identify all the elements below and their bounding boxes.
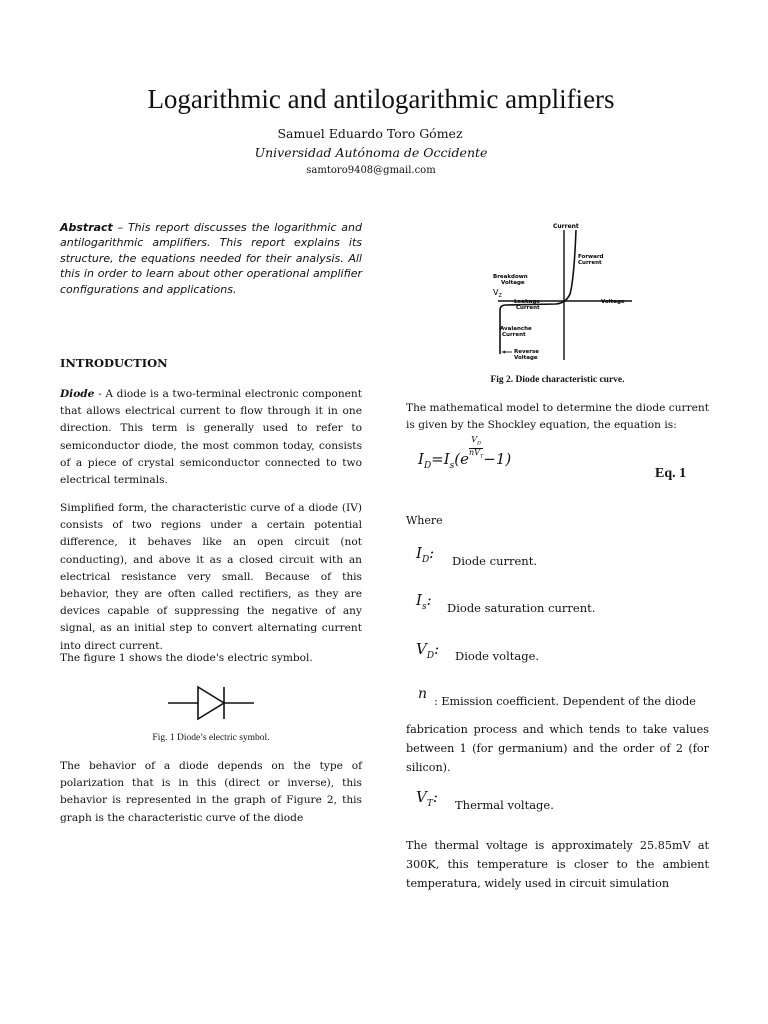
diode-iv-graph (490, 222, 640, 367)
diode-definition: - A diode is a two-terminal electronic component that allows electrical current to flow through it in one direction. This term is generally used to refer to semiconductor diode, the most common today, consists of a piece of crystal semiconductor connected to two electrical terminals. (60, 388, 362, 487)
figure2-caption: Fig 2. Diode characteristic curve. (490, 375, 625, 385)
diode-symbol-figure (168, 684, 254, 722)
graph-label-vz (493, 288, 502, 299)
graph-label-voltage: Voltage (601, 299, 625, 305)
graph-label-avalanche-1: Avalanche (500, 326, 532, 332)
affiliation: Universidad Autónoma de Occidente (254, 145, 488, 160)
abstract-label: Abstract (60, 221, 113, 234)
eq-exp-num-sub: D (477, 440, 482, 447)
where-label: Where (406, 514, 443, 527)
definition-n-continued: fabrication process and which tends to take values between 1 (for germanium) and the order of 2 (for silicon). (406, 723, 709, 774)
graph-label-avalanche-2: Current (502, 332, 526, 338)
eq-exponent (469, 436, 483, 460)
symbol-id: $I_D$: (416, 544, 435, 565)
graph-label-breakdown-2: Voltage (501, 280, 525, 286)
graph-label-leakage-2: Current (516, 305, 540, 311)
definition-vt: Thermal voltage. (455, 798, 554, 812)
abstract-text: – This report discusses the logarithmic and antilogarithmic amplifiers. This report explains its structure, the equations needed for their analysis. All this in order to learn about other operational amplifier configurations and applications. (60, 221, 362, 296)
paragraph-model: The mathematical model to determine the diode current is given by the Shockley equation, the equation is: (406, 402, 709, 432)
eq-is-sub: s (449, 461, 455, 471)
graph-label-current: Current (553, 223, 579, 230)
section-heading-introduction: INTRODUCTION (60, 356, 168, 370)
abstract (60, 220, 362, 297)
symbol-vt-main: V (416, 788, 427, 806)
definition-id: Diode current. (452, 554, 537, 568)
symbol-n: n (418, 686, 428, 702)
eq-exp-den-sub: T (479, 453, 484, 460)
diode-triangle (198, 687, 224, 719)
paragraph-figure1-ref: The figure 1 shows the diode's electric symbol. (60, 652, 313, 664)
graph-label-forward-2: Current (578, 260, 602, 266)
paragraph-diode (60, 386, 362, 489)
symbol-vd: $V_D$: (416, 640, 440, 661)
graph-label-vz-sub: Z (498, 293, 502, 299)
graph-label-reverse-2: Voltage (514, 355, 538, 361)
definition-is: Diode saturation current. (447, 601, 596, 615)
eq-lhs-sub: D (423, 461, 432, 471)
eq-lhs: I (418, 450, 424, 468)
symbol-vt: $V_T$: (416, 788, 438, 809)
author-email: samtoro9408@gmail.com (306, 165, 436, 176)
graph-label-vz-main: V (493, 288, 499, 297)
eq-tail: −1) (483, 450, 512, 468)
paper-title: Logarithmic and antilogarithmic amplifiers (147, 84, 615, 114)
eq-is: =I (431, 450, 450, 468)
definition-vd: Diode voltage. (455, 649, 540, 663)
eq-exp-den: nV (469, 447, 480, 457)
graph-label-forward-1: Forward (578, 254, 604, 260)
symbol-id-sub: D (421, 555, 430, 565)
symbol-vt-sub: T (426, 799, 433, 809)
symbol-is: $I_s$: (416, 591, 432, 612)
graph-label-reverse-1: Reverse (514, 349, 539, 355)
graph-label-leakage-1: Leakage (514, 299, 540, 305)
graph-reverse-arrowhead (502, 351, 505, 354)
symbol-vd-sub: D (426, 651, 435, 661)
figure1-caption: Fig. 1 Diode’s electric symbol. (152, 733, 270, 743)
paragraph-simplified: Simplified form, the characteristic curve of a diode (IV) consists of two regions under a certain potential difference, it behaves like an open circuit (not conducting), and above it as a closed circuit with an electrical resistance very small. Because of this behavior, they are often called rectifiers, as they are devices capable of suppressing the negative of any signal, as an initial step to convert alternating current into direct current. (60, 502, 362, 652)
eq-exp-num: V (471, 435, 478, 444)
symbol-id-main: I (416, 544, 422, 562)
equation-label: Eq. 1 (655, 466, 687, 481)
diode-term: Diode (60, 388, 95, 400)
symbol-vd-main: V (416, 640, 427, 658)
author-name: Samuel Eduardo Toro Gómez (277, 126, 463, 141)
paragraph-behavior: The behavior of a diode depends on the type of polarization that is in this (direct or inverse), this behavior is represented in the graph of Figure 2, this graph is the characteristic curve of the diode (60, 760, 362, 824)
paragraph-thermal-voltage: The thermal voltage is approximately 25.85mV at 300K, this temperature is closer to the ambient temperatura, widely used in circuit simulation (406, 839, 709, 890)
symbol-is-sub: s (421, 602, 427, 612)
graph-label-breakdown-1: Breakdown (493, 274, 528, 280)
eq-exp-base: (e (454, 450, 470, 468)
eq-exp-denominator (469, 449, 483, 461)
symbol-is-main: I (416, 591, 422, 609)
definition-n: : Emission coefficient. Dependent of the diode (434, 695, 696, 708)
shockley-equation (418, 435, 512, 474)
